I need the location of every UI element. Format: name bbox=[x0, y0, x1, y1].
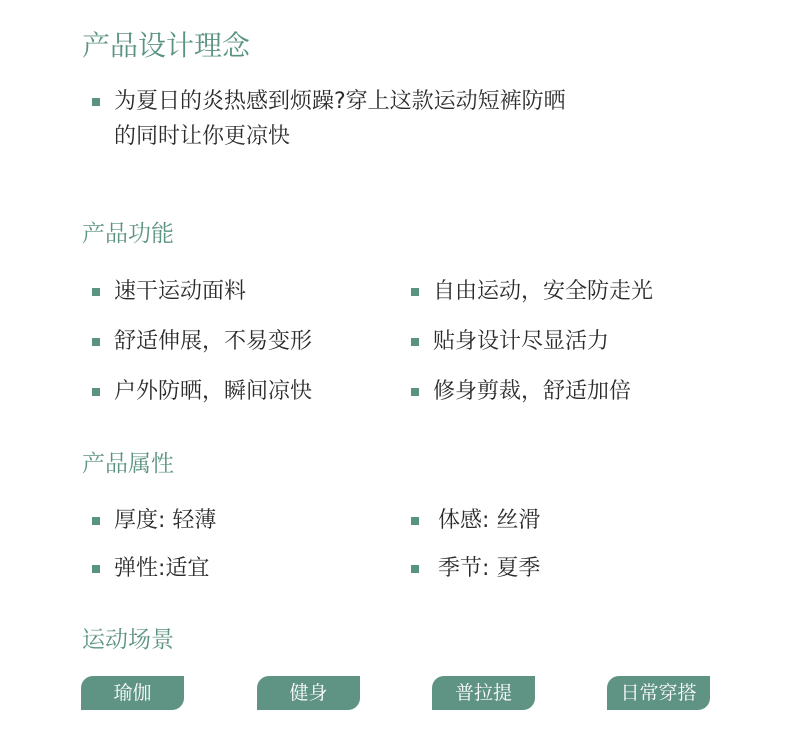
bullet-icon bbox=[411, 517, 419, 525]
bullet-icon bbox=[92, 288, 100, 296]
scene-tag-yoga: 瑜伽 bbox=[81, 676, 184, 710]
function-item: 速干运动面料 bbox=[114, 279, 247, 304]
scene-tag-fitness: 健身 bbox=[257, 676, 360, 710]
product-attributes-title: 产品属性 bbox=[82, 451, 174, 477]
bullet-icon bbox=[411, 288, 419, 296]
bullet-icon bbox=[411, 565, 419, 573]
design-concept-line-2: 的同时让你更凉快 bbox=[114, 124, 291, 149]
function-item: 户外防晒，瞬间凉快 bbox=[114, 379, 313, 404]
bullet-icon bbox=[92, 517, 100, 525]
bullet-icon bbox=[92, 98, 100, 106]
design-concept-title: 产品设计理念 bbox=[82, 29, 251, 62]
attribute-item: 弹性:适宜 bbox=[114, 556, 210, 581]
bullet-icon bbox=[92, 338, 100, 346]
product-function-title: 产品功能 bbox=[82, 221, 174, 247]
bullet-icon bbox=[92, 388, 100, 396]
attribute-item: 体感: 丝滑 bbox=[438, 508, 541, 533]
scene-tag-daily-wear: 日常穿搭 bbox=[607, 676, 710, 710]
function-item: 修身剪裁，舒适加倍 bbox=[433, 379, 632, 404]
sport-scenes-title: 运动场景 bbox=[82, 627, 174, 653]
bullet-icon bbox=[411, 338, 419, 346]
function-item: 舒适伸展，不易变形 bbox=[114, 329, 313, 354]
bullet-icon bbox=[92, 565, 100, 573]
function-item: 贴身设计尽显活力 bbox=[433, 329, 610, 354]
design-concept-line-1: 为夏日的炎热感到烦躁?穿上这款运动短裤防晒 bbox=[114, 89, 566, 114]
attribute-item: 季节: 夏季 bbox=[438, 556, 541, 581]
scene-tag-pilates: 普拉提 bbox=[432, 676, 535, 710]
function-item: 自由运动，安全防走光 bbox=[433, 279, 654, 304]
attribute-item: 厚度: 轻薄 bbox=[114, 508, 217, 533]
bullet-icon bbox=[411, 388, 419, 396]
